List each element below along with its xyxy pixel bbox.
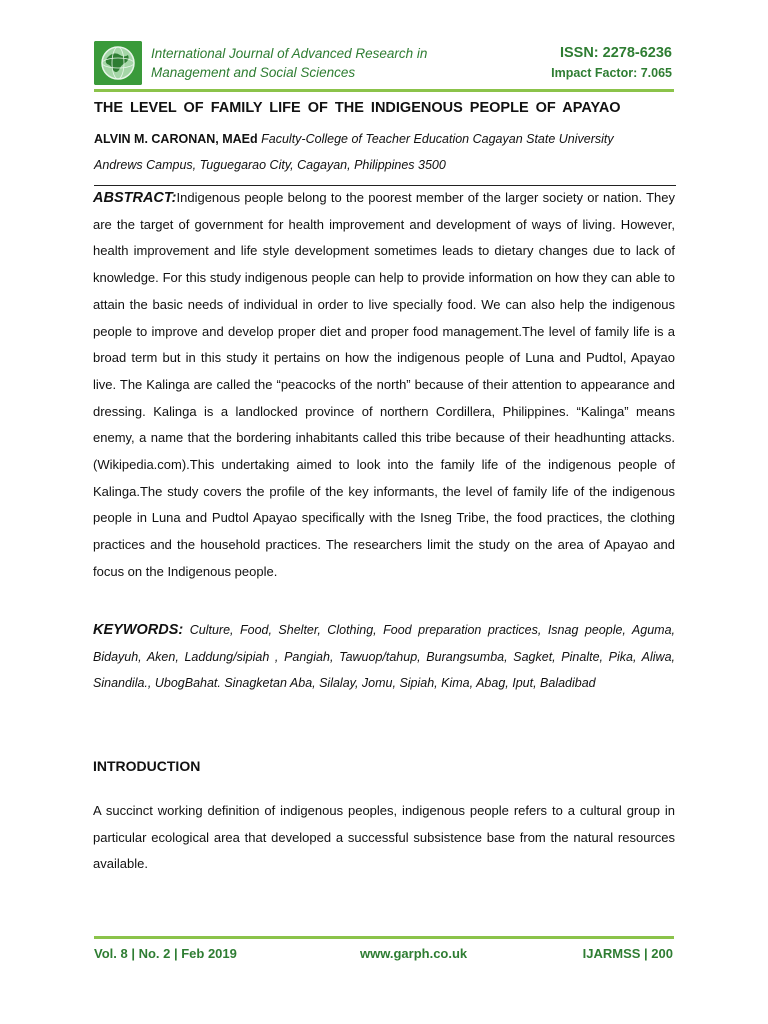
keywords <box>93 617 675 697</box>
keywords-text: Culture, Food, Shelter, Clothing, Food preparation practices, Isnag people, Aguma, Bidayuh, Aken, Laddung/sipiah , Pangiah, Tawuop/tahup, Burangsumba, Sagket, Pinalte, Pika, Aliwa, Sinandila., UbogBahat. Sinagketan Aba, Silalay, Jomu, Sipiah, Kima, Abag, Iput, Baladibad <box>93 623 675 691</box>
introduction-text: A succinct working definition of indigenous peoples, indigenous people refers to a cultural group in particular ecological area that developed a successful subsistence base from the natural resources available. <box>93 803 675 872</box>
impact-factor: Impact Factor: 7.065 <box>551 66 672 80</box>
abstract-text: Indigenous people belong to the poorest member of the larger society or nation. They are the target of government for health improvement and development of ways of living. However, health improvement and life style development sometimes leads to dietary changes due to lack of knowledge. For this study indigenous people can help to provide information on how they can able to attain the basic needs of individual in order to live specially food. We can also help the indigenous people to improve and develop proper diet and proper food management.The level of family life is a broad term but in this study it pertains on how the indigenous people of Luna and Pudtol, Apayao live. The Kalinga are called the “peacocks of the north” because of their attention to appearance and dressing. Kalinga is a landlocked province of northern Cordillera, Philippines. “Kalinga” means enemy, a name that the bordering inhabitants called this tribe because of their headhunting attacks.(Wikipedia.com).This undertaking aimed to look into the family life of the indigenous people of Kalinga.The study covers the profile of the key informants, the level of family life of the indigenous people in Luna and Pudtol Apayao specifically with the Isneg Tribe, the food practices, the clothing practices and the household practices. The researchers limit the study on the area of Apayao and focus on the Indigenous people. <box>93 190 675 579</box>
footer-page-number: IJARMSS | 200 <box>582 946 673 961</box>
issn: ISSN: 2278-6236 <box>559 45 672 61</box>
header-divider <box>94 89 674 92</box>
keywords-label: KEYWORDS: <box>93 622 184 638</box>
author-line <box>94 131 694 148</box>
introduction-heading: INTRODUCTION <box>93 758 201 774</box>
journal-name-line2: Management and Social Sciences <box>151 65 356 80</box>
journal-name <box>151 44 481 82</box>
abstract <box>93 185 675 586</box>
footer-website-link[interactable]: www.garph.co.uk <box>360 946 468 961</box>
author-name: ALVIN M. CARONAN, MAEd <box>94 132 258 146</box>
globe-icon <box>94 41 142 85</box>
paper-title: THE LEVEL OF FAMILY LIFE OF THE INDIGENOUS PEOPLE OF APAYAO <box>94 100 621 116</box>
footer-divider <box>94 936 674 939</box>
author-address: Andrews Campus, Tuguegarao City, Cagayan, Philippines 3500 <box>94 158 446 172</box>
journal-name-line1: International Journal of Advanced Research in <box>151 46 428 61</box>
author-affiliation: Faculty-College of Teacher Education Cagayan State University <box>261 132 614 146</box>
footer-issue: Vol. 8 | No. 2 | Feb 2019 <box>94 946 237 961</box>
abstract-label: ABSTRACT: <box>93 190 177 206</box>
